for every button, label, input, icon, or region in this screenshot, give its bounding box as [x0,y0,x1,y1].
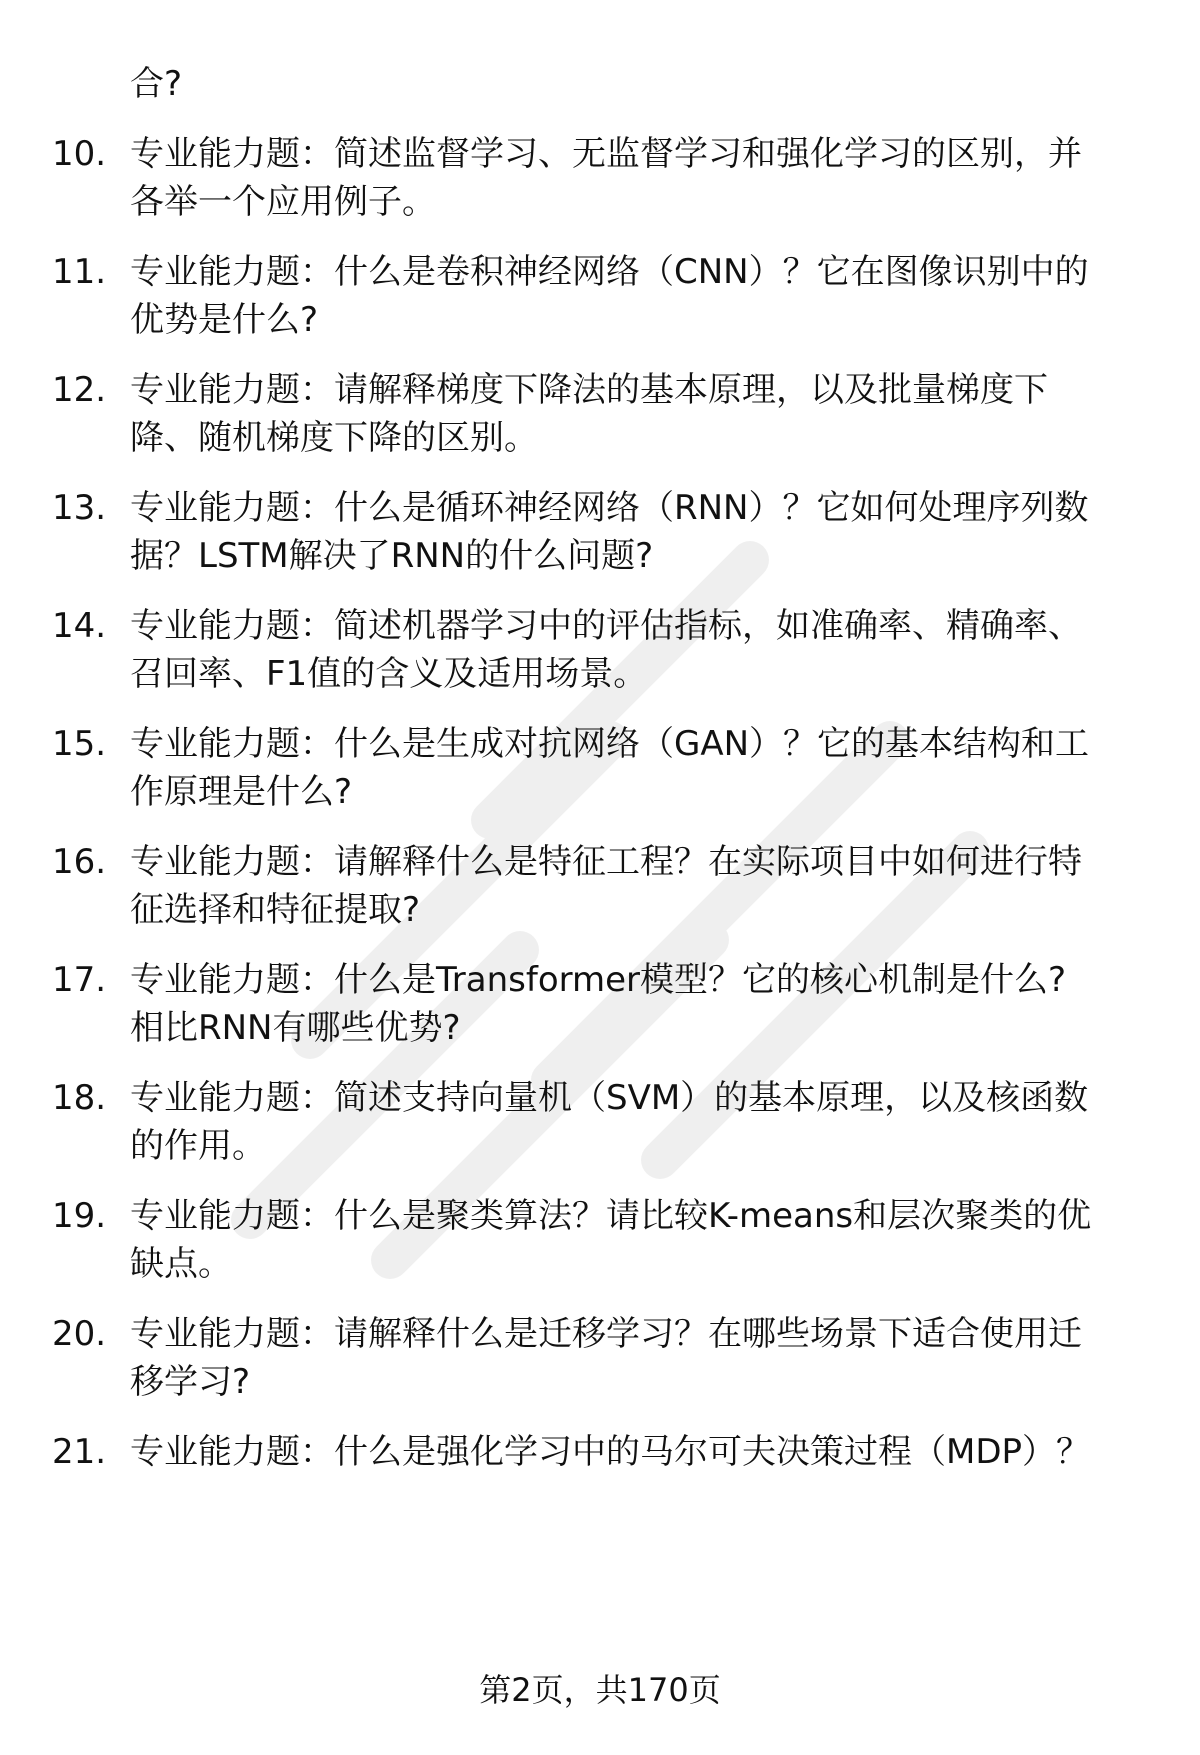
item-number: 19. [52,1196,107,1236]
item-text-line: 优势是什么? [130,300,319,340]
item-text-line: 专业能力题：什么是强化学习中的马尔可夫决策过程（MDP）？ [130,1432,1091,1472]
list-item [0,1428,1200,1528]
item-number: 10. [52,134,107,174]
item-text-line: 作原理是什么? [130,772,353,812]
item-text-line: 专业能力题：简述机器学习中的评估指标，如准确率、精确率、 [130,606,1082,646]
item-text-line: 各举一个应用例子。 [130,182,436,222]
item-number: 17. [52,960,107,1000]
item-text [130,602,1160,698]
item-number: 13. [52,488,107,528]
item-text-line: 专业能力题：什么是卷积神经网络（CNN）？它在图像识别中的 [130,252,1089,292]
list-item [0,1074,1200,1174]
item-number: 20. [52,1314,107,1354]
item-text-line: 专业能力题：请解释什么是迁移学习？在哪些场景下适合使用迁 [130,1314,1082,1354]
item-text [130,1192,1160,1288]
list-item [0,956,1200,1056]
item-text [130,838,1160,934]
item-text [130,130,1160,226]
item-text [130,366,1160,462]
item-text [130,248,1160,344]
item-text [130,1310,1160,1406]
list-item [0,1192,1200,1292]
item-number: 21. [52,1432,107,1472]
item-number: 14. [52,606,107,646]
item-text [130,1074,1160,1170]
item-text-line: 缺点。 [130,1244,232,1284]
item-text-line: 专业能力题：简述监督学习、无监督学习和强化学习的区别，并 [130,134,1082,174]
item-number: 16. [52,842,107,882]
item-text [130,720,1160,816]
list-item [0,248,1200,348]
item-text-line: 专业能力题：什么是聚类算法？请比较K-means和层次聚类的优 [130,1196,1092,1236]
list-item [0,484,1200,584]
item-text-line: 据？LSTM解决了RNN的什么问题? [130,536,654,576]
item-text-line: 专业能力题：什么是循环神经网络（RNN）？它如何处理序列数 [130,488,1089,528]
item-text [130,1428,1160,1476]
item-text-line: 降、随机梯度下降的区别。 [130,418,538,458]
item-text-line: 相比RNN有哪些优势? [130,1008,461,1048]
item-text-line: 移学习? [130,1362,251,1402]
list-item [0,602,1200,702]
list-item [0,1310,1200,1410]
item-number: 12. [52,370,107,410]
list-item [0,366,1200,466]
item-text [130,484,1160,580]
item-text-line: 专业能力题：请解释梯度下降法的基本原理，以及批量梯度下 [130,370,1048,410]
item-text-line: 专业能力题：请解释什么是特征工程？在实际项目中如何进行特 [130,842,1082,882]
item-text-line: 专业能力题：简述支持向量机（SVM）的基本原理，以及核函数 [130,1078,1089,1118]
item-text-line: 专业能力题：什么是生成对抗网络（GAN）？它的基本结构和工 [130,724,1090,764]
item-number: 11. [52,252,107,292]
list-item [0,838,1200,938]
item-text-line: 专业能力题：什么是Transformer模型？它的核心机制是什么? [130,960,1067,1000]
list-item [0,720,1200,820]
item-number: 15. [52,724,107,764]
list-item [0,130,1200,230]
page-footer: 第2页，共170页 [479,1671,721,1709]
item-text-line: 召回率、F1值的含义及适用场景。 [130,654,648,694]
item-text [130,956,1160,1052]
item-number: 18. [52,1078,107,1118]
item-text-line: 的作用。 [130,1126,266,1166]
continuation-text: 合? [130,64,183,104]
item-text-line: 征选择和特征提取? [130,890,421,930]
